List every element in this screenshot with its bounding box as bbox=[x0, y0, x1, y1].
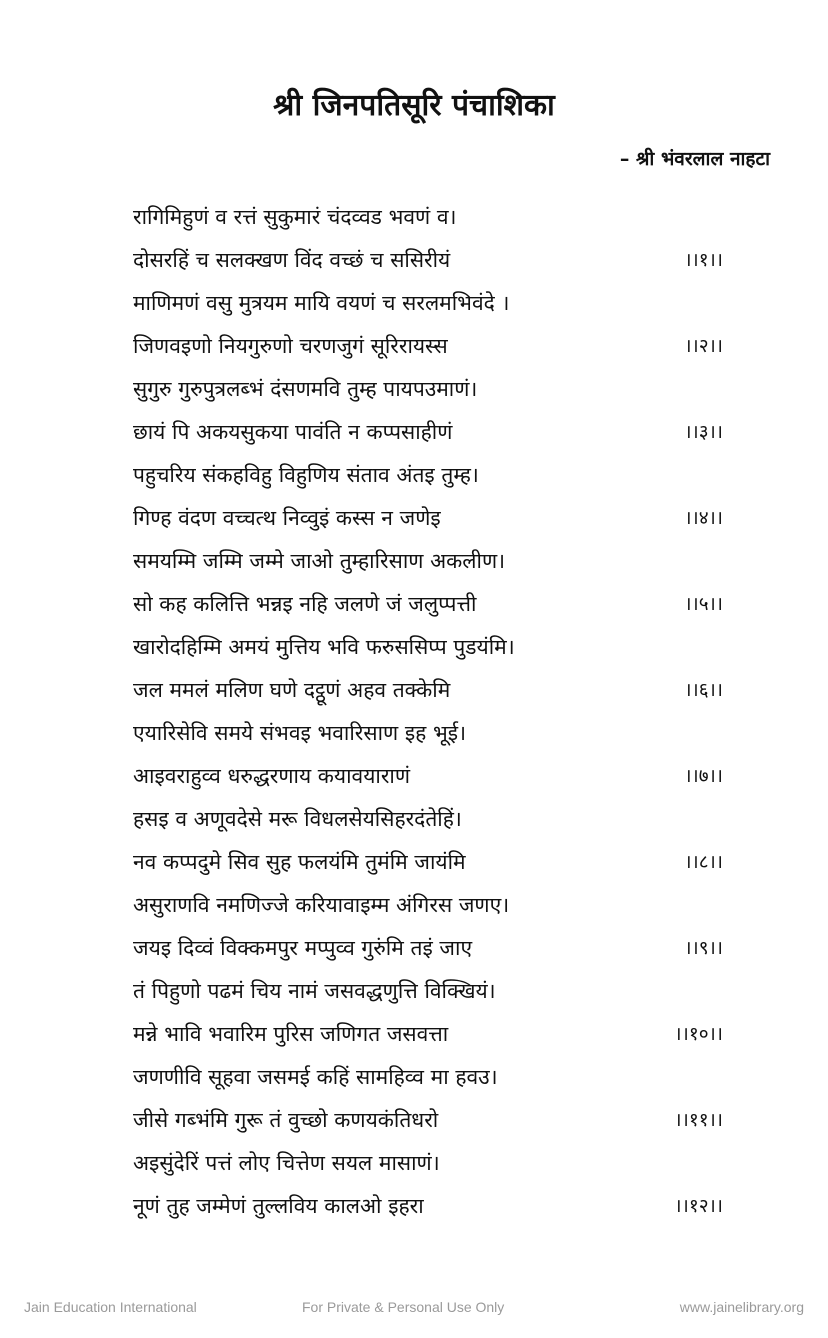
verse-list bbox=[133, 196, 723, 1228]
verse-12 bbox=[133, 1142, 723, 1228]
verse-line bbox=[133, 1013, 723, 1056]
verse-line bbox=[133, 325, 723, 368]
verse-text: नूणं तुह जम्मेणं तुल्लविय कालओ इहरा bbox=[133, 1194, 424, 1218]
verse-line bbox=[133, 368, 723, 411]
page-footer bbox=[24, 1296, 804, 1318]
verse-text: सुगुरु गुरुपुत्रलब्भं दंसणमवि तुम्ह पायपउमाणं। bbox=[133, 377, 478, 401]
verse-text: रागिमिहुणं व रत्तं सुकुमारं चंदव्वड भवणं व। bbox=[133, 205, 457, 229]
verse-6 bbox=[133, 626, 723, 712]
verse-11 bbox=[133, 1056, 723, 1142]
author-credit: – श्री भंवरलाल नाहटा bbox=[619, 148, 770, 170]
verse-8 bbox=[133, 798, 723, 884]
verse-line bbox=[133, 497, 723, 540]
verse-line bbox=[133, 927, 723, 970]
verse-text: जीसे गब्भंमि गुरू तं वुच्छो कणयकंतिधरो bbox=[133, 1108, 439, 1132]
verse-line bbox=[133, 841, 723, 884]
verse-line bbox=[133, 196, 723, 239]
verse-7 bbox=[133, 712, 723, 798]
verse-line bbox=[133, 798, 723, 841]
verse-text: समयम्मि जम्मि जम्मे जाओ तुम्हारिसाण अकलीण। bbox=[133, 549, 506, 573]
verse-line bbox=[133, 1142, 723, 1185]
verse-number: ।।२।। bbox=[684, 335, 723, 357]
verse-2 bbox=[133, 282, 723, 368]
verse-line bbox=[133, 755, 723, 798]
verse-text: सो कह कलित्ति भन्नइ नहि जलणे जं जलुप्पत्ती bbox=[133, 592, 477, 616]
verse-number: ।।७।। bbox=[684, 765, 723, 787]
verse-text: असुराणवि नमणिज्जे करियावाइम्म अंगिरस जणए। bbox=[133, 893, 510, 917]
verse-number: ।।५।। bbox=[684, 593, 723, 615]
footer-website-link[interactable]: www.jainelibrary.org bbox=[679, 1299, 804, 1315]
verse-number: ।।१।। bbox=[684, 249, 723, 271]
verse-4 bbox=[133, 454, 723, 540]
verse-text: छायं पि अकयसुकया पावंति न कप्पसाहीणं bbox=[133, 420, 453, 444]
verse-number: ।।१२।। bbox=[674, 1195, 723, 1217]
verse-5 bbox=[133, 540, 723, 626]
verse-line bbox=[133, 669, 723, 712]
verse-line bbox=[133, 454, 723, 497]
page-title: श्री जिनपतिसूरि पंचाशिका bbox=[273, 88, 555, 123]
verse-text: तं पिहुणो पढमं चिय नामं जसवद्धणुत्ति विक्खियं। bbox=[133, 979, 496, 1003]
verse-line bbox=[133, 884, 723, 927]
verse-text: पहुचरिय संकहविहु विहुणिय संताव अंतइ तुम्ह। bbox=[133, 463, 479, 487]
verse-text: नव कप्पदुमे सिव सुह फलयंमि तुमंमि जायंमि bbox=[133, 850, 466, 874]
verse-text: दोसरहिं च सलक्खण विंद वच्छं च ससिरीयं bbox=[133, 248, 451, 272]
verse-line bbox=[133, 282, 723, 325]
verse-number: ।।६।। bbox=[684, 679, 723, 701]
verse-line bbox=[133, 626, 723, 669]
verse-text: अइसुंदेरिं पत्तं लोए चित्तेण सयल मासाणं। bbox=[133, 1151, 440, 1175]
verse-line bbox=[133, 1056, 723, 1099]
verse-number: ।।११।। bbox=[674, 1109, 723, 1131]
verse-1 bbox=[133, 196, 723, 282]
verse-line bbox=[133, 1185, 723, 1228]
verse-text: आइवराहुव्व धरुद्धरणाय कयावयाराणं bbox=[133, 764, 411, 788]
verse-3 bbox=[133, 368, 723, 454]
verse-text: मन्ने भावि भवारिम पुरिस जणिगत जसवत्ता bbox=[133, 1022, 449, 1046]
verse-text: खारोदहिम्मि अमयं मुत्तिय भवि फरुससिप्प पुडयंमि। bbox=[133, 635, 515, 659]
verse-line bbox=[133, 540, 723, 583]
verse-line bbox=[133, 970, 723, 1013]
footer-publisher: Jain Education International bbox=[24, 1299, 197, 1315]
verse-text: जल ममलं मलिण घणे दट्ठूणं अहव तक्केमि bbox=[133, 678, 451, 702]
verse-line bbox=[133, 1099, 723, 1142]
verse-line bbox=[133, 583, 723, 626]
verse-line bbox=[133, 712, 723, 755]
verse-text: जणणीवि सूहवा जसमई कहिं सामहिव्व मा हवउ। bbox=[133, 1065, 498, 1089]
verse-number: ।।९।। bbox=[684, 937, 723, 959]
verse-line bbox=[133, 239, 723, 282]
verse-text: जिणवइणो नियगुरुणो चरणजुगं सूरिरायस्स bbox=[133, 334, 448, 358]
verse-number: ।।४।। bbox=[684, 507, 723, 529]
verse-10 bbox=[133, 970, 723, 1056]
verse-9 bbox=[133, 884, 723, 970]
verse-text: गिण्ह वंदण वच्चत्थ निव्वुइं कस्स न जणेइ bbox=[133, 506, 441, 530]
verse-text: जयइ दिव्वं विक्कमपुर मप्पुव्व गुरुंमि तइं जाए bbox=[133, 936, 473, 960]
verse-number: ।।१०।। bbox=[674, 1023, 723, 1045]
verse-line bbox=[133, 411, 723, 454]
verse-number: ।।८।। bbox=[684, 851, 723, 873]
verse-text: हसइ व अणूवदेसे मरू विधलसेयसिहरदंतेहिं। bbox=[133, 807, 462, 831]
verse-text: एयारिसेवि समये संभवइ भवारिसाण इह भूई। bbox=[133, 721, 467, 745]
verse-number: ।।३।। bbox=[684, 421, 723, 443]
footer-usage-note: For Private & Personal Use Only bbox=[302, 1299, 505, 1315]
verse-text: माणिमणं वसु मुत्रयम मायि वयणं च सरलमभिवंदे । bbox=[133, 291, 510, 315]
